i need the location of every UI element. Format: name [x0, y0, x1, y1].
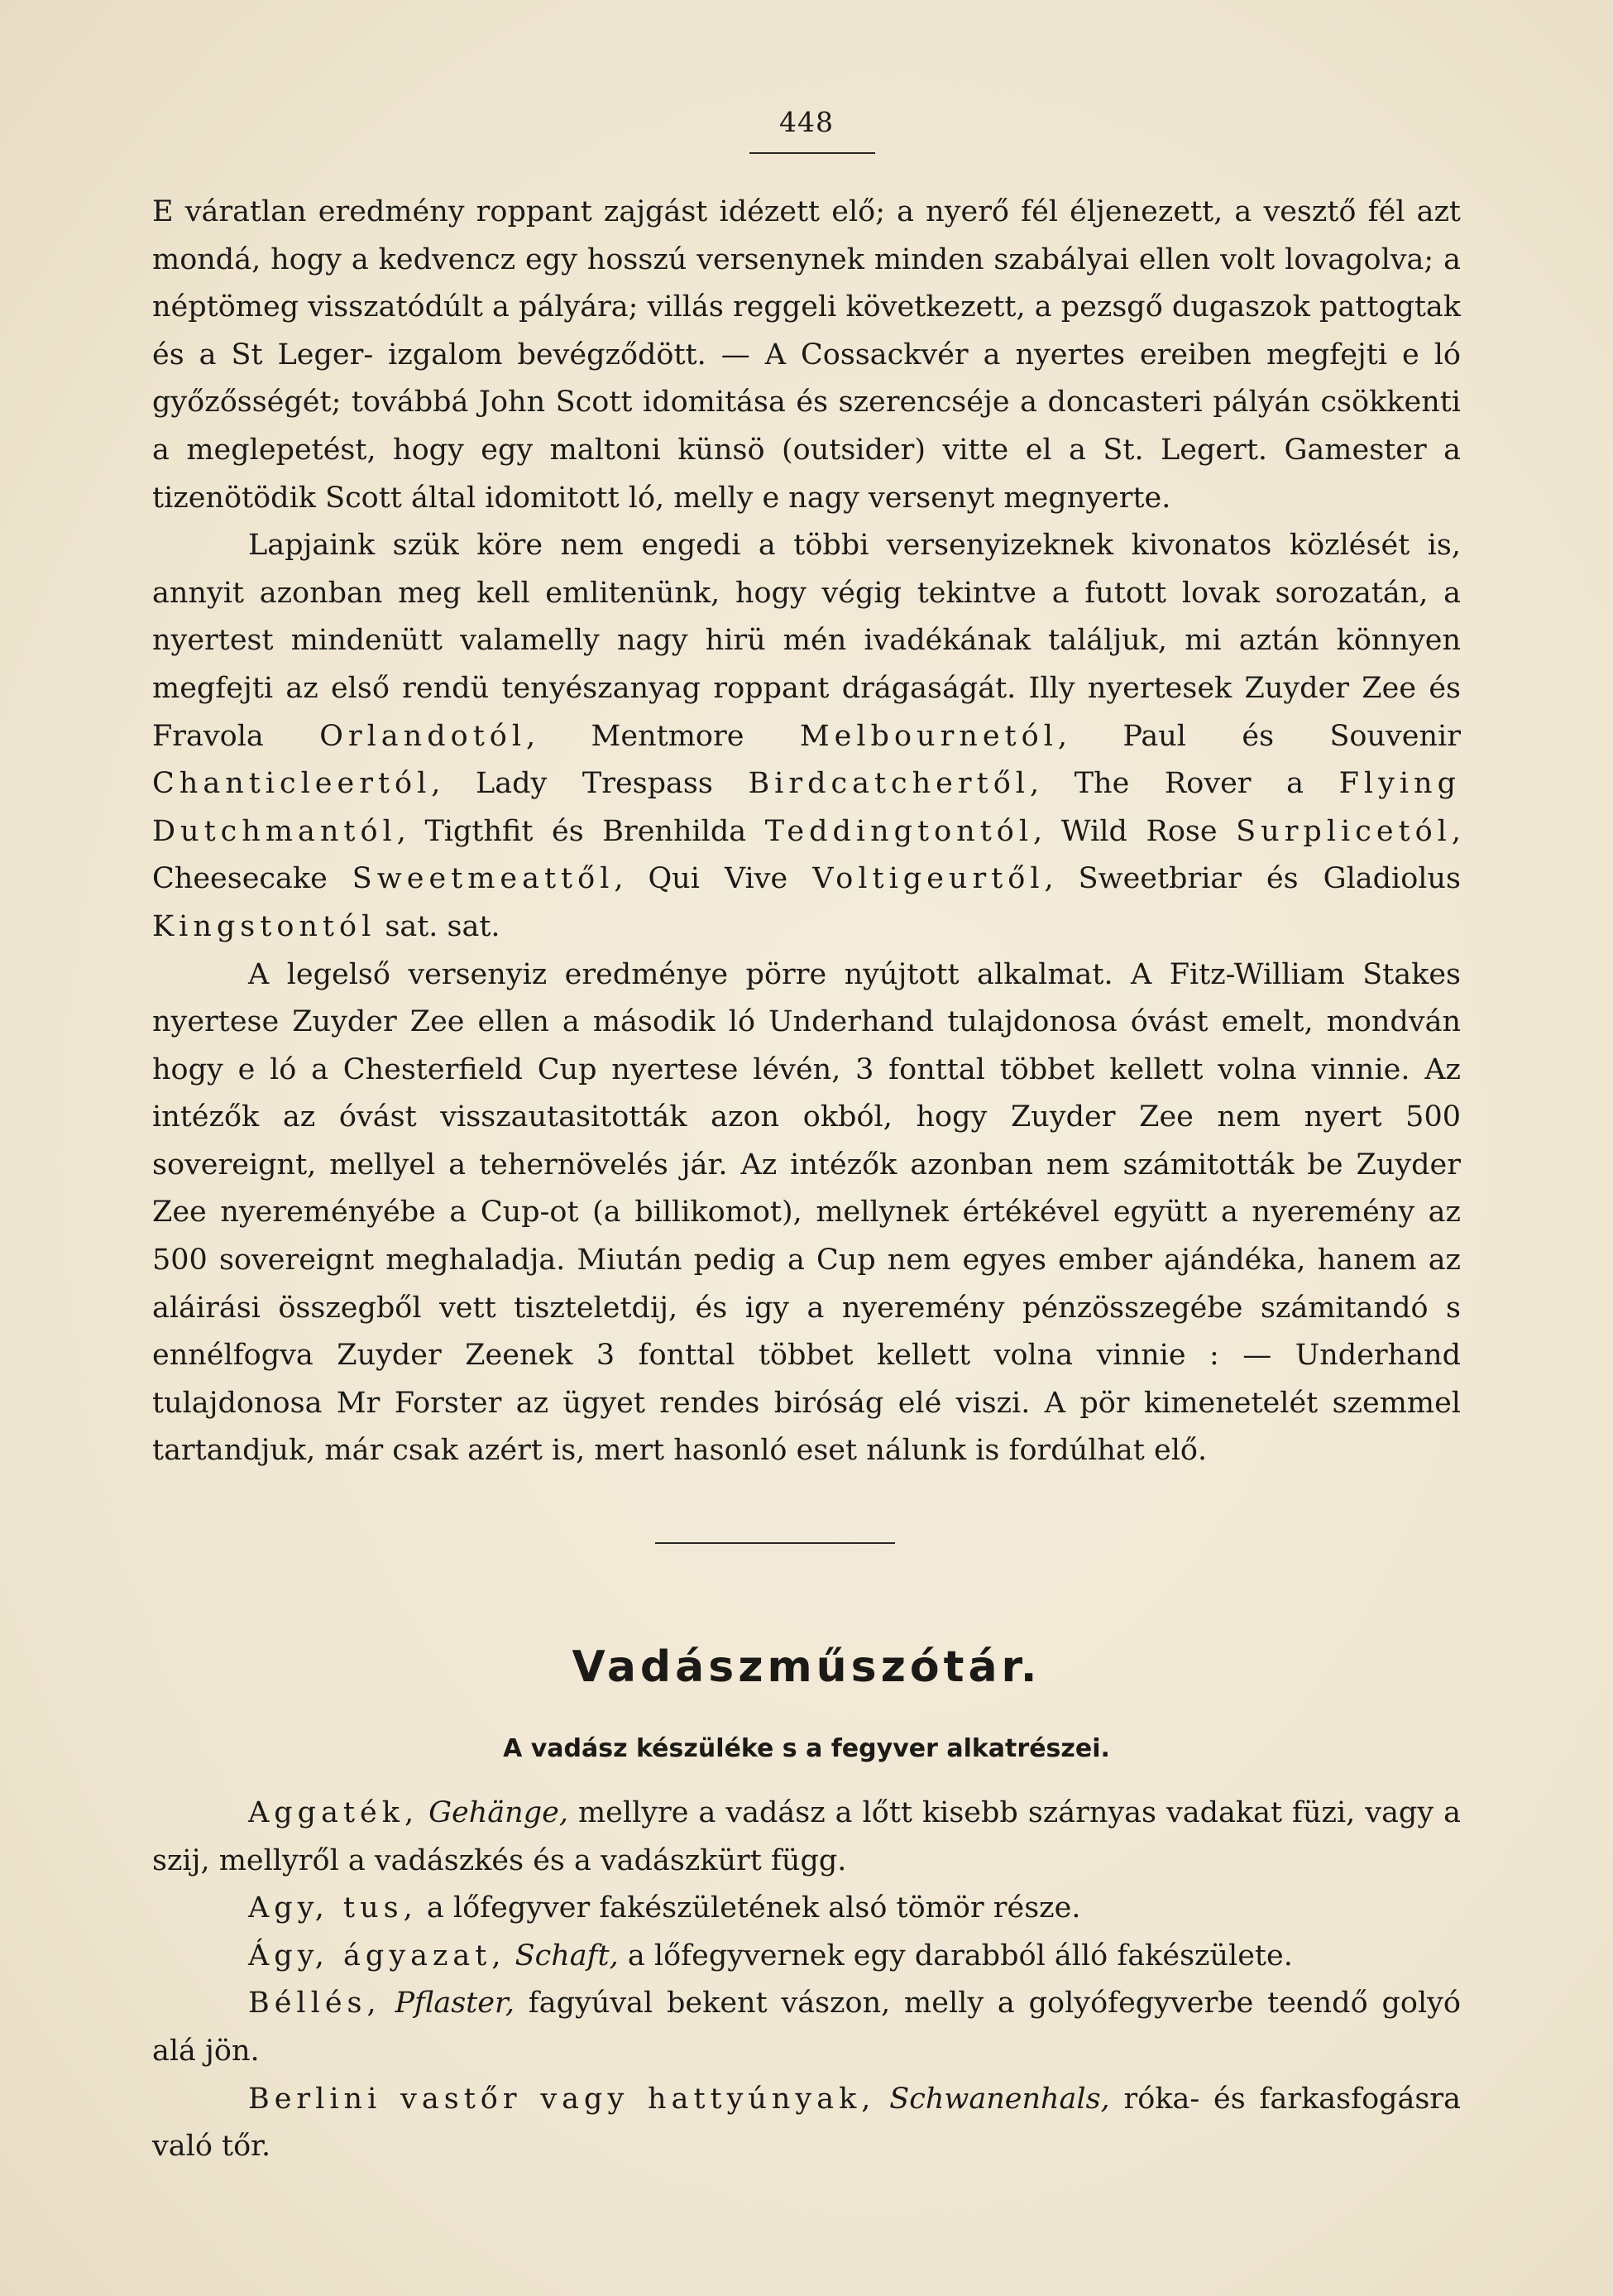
header-divider [749, 152, 875, 154]
text-run: , Cheesecake [152, 814, 1461, 896]
emphasis-text: Chanticleertól [152, 767, 432, 801]
entry-german: Pflaster, [395, 1987, 515, 2020]
article-body [152, 189, 1461, 1475]
emphasis-text: Teddingtontól [764, 814, 1034, 848]
text-run: , Qui Vive [614, 862, 813, 896]
text-run: , Tigthfit és Brenhilda [396, 814, 765, 848]
text-run: A legelső versenyiz eredménye pörre nyújtott alkalmat. A Fitz-William Stakes nyertese Zuyder Zee ellen a második ló Underhand tulajdonosa óvást emelt, mondván hogy e ló a Chesterfield Cup nyertese lévén, 3 fonttal többet kellett volna vinnie. Az intézők az óvást visszautasitották azon okból, hogy Zuyder Zee nem nyert 500 sovereignt, mellyel a tehernövelés jár. Az intézők azonban nem számitották be Zuyder Zee nyereményébe a Cup-ot (a billikomot), mellynek értékével együtt a nyeremény az 500 sovereignt meghaladja. Miután pedig a Cup nem egyes ember ajándéka, hanem az aláirási összegből vett tiszteletdij, és igy a nyeremény pénzösszegébe számitandó s ennélfogva Zuyder Zeenek 3 fonttal többet kellett volna vinnie : — Underhand tulajdonosa Mr Forster az ügyet rendes biróság elé viszi. A pör kimenetelét szemmel tartandjuk, már csak azért is, mert hasonló eset nálunk is fordúlhat elő. [152, 957, 1461, 1468]
glossary-entry [152, 1885, 1461, 1933]
entry-german: Schaft, [515, 1939, 619, 1972]
emphasis-text: Surplicetól [1236, 814, 1452, 848]
text-run: , The Rover a [1029, 767, 1339, 801]
glossary-entry [152, 2076, 1461, 2171]
emphasis-text: Voltigeurtől [812, 862, 1045, 896]
text-run: , Wild Rose [1033, 814, 1237, 848]
entry-term: Berlini vastőr vagy hattyúnyak, [248, 2082, 876, 2116]
entry-german: Schwanenhals, [889, 2082, 1110, 2116]
paragraph [152, 189, 1461, 522]
entry-term: Aggaték, [248, 1796, 419, 1829]
glossary-entry [152, 1980, 1461, 2075]
entry-definition: róka- és farkasfogásra való tőr. [152, 2082, 1461, 2164]
entry-definition: fagyúval bekent vászon, melly a golyófegyverbe teendő golyó alá jön. [152, 1987, 1461, 2068]
entry-german: Gehänge, [428, 1796, 568, 1829]
text-run: sat. sat. [376, 909, 500, 943]
emphasis-text: Sweetmeattől [352, 862, 615, 896]
entry-definition: mellyre a vadász a lőtt kisebb szárnyas vadakat füzi, vagy a szij, mellyről a vadászkés és a vadászkürt függ. [152, 1796, 1461, 1877]
glossary-entry [152, 1790, 1461, 1885]
entry-term: Agy, tus, [248, 1891, 418, 1925]
page-number: 448 [779, 106, 834, 138]
text-run: , Mentmore [526, 719, 800, 753]
emphasis-text: Orlandotól [319, 719, 527, 753]
text-run: , Lady Trespass [431, 767, 749, 801]
entry-definition: a lőfegyvernek egy darabból álló fakészülete. [627, 1939, 1293, 1972]
entry-term: Ágy, ágyazat, [248, 1939, 506, 1972]
section-title: Vadászműszótár. [572, 1642, 1041, 1692]
emphasis-text: Melbournetól [799, 719, 1058, 753]
emphasis-text: Kingstontól [152, 909, 376, 943]
glossary [152, 1790, 1461, 2171]
glossary-entry [152, 1933, 1461, 1981]
entry-term: Béllés, [248, 1987, 381, 2020]
paragraph [152, 522, 1461, 951]
section-subtitle: A vadász készüléke s a fegyver alkatrészei. [503, 1734, 1110, 1763]
emphasis-text: Flying Dutchmantól [152, 767, 1462, 848]
paragraph [152, 951, 1461, 1476]
text-run: , Paul és Souvenir [1057, 719, 1461, 753]
text-run: , Sweetbriar és Gladiolus [1044, 862, 1461, 896]
text-run: E váratlan eredmény roppant zajgást idézett elő; a nyerő fél éljenezett, a vesztő fél azt mondá, hogy a kedvencz egy hosszú versenynek minden szabályai ellen volt lovagolva; a néptömeg visszatódúlt a pályára; villás reggeli következett, a pezsgő dugaszok pattogtak és a St Leger- izgalom bevégződött. — A Cossackvér a nyertes ereiben megfejti e ló győzősségét; továbbá John Scott idomitása és szerencséje a doncasteri pályán csökkenti a meglepetést, hogy egy maltoni künsö (outsider) vitte el a St. Legert. Gamester a tizenötödik Scott által idomitott ló, melly e nagy versenyt megnyerte. [152, 195, 1461, 515]
emphasis-text: Birdcatchertől [748, 767, 1030, 801]
text-run: Lapjaink szük köre nem engedi a többi versenyizeknek kivonatos közlését is, annyit azonban meg kell emlitenünk, hogy végig tekintve a futott lovak sorozatán, a nyertest mindenütt valamelly nagy hirü mén ivadékának találjuk, mi aztán könnyen megfejti az első rendü tenyészanyag roppant drágaságát. Illy nyertesek Zuyder Zee és Fravola [152, 529, 1461, 753]
entry-definition: a lőfegyver fakészületének alsó tömör része. [426, 1891, 1081, 1925]
section-divider [655, 1542, 895, 1544]
